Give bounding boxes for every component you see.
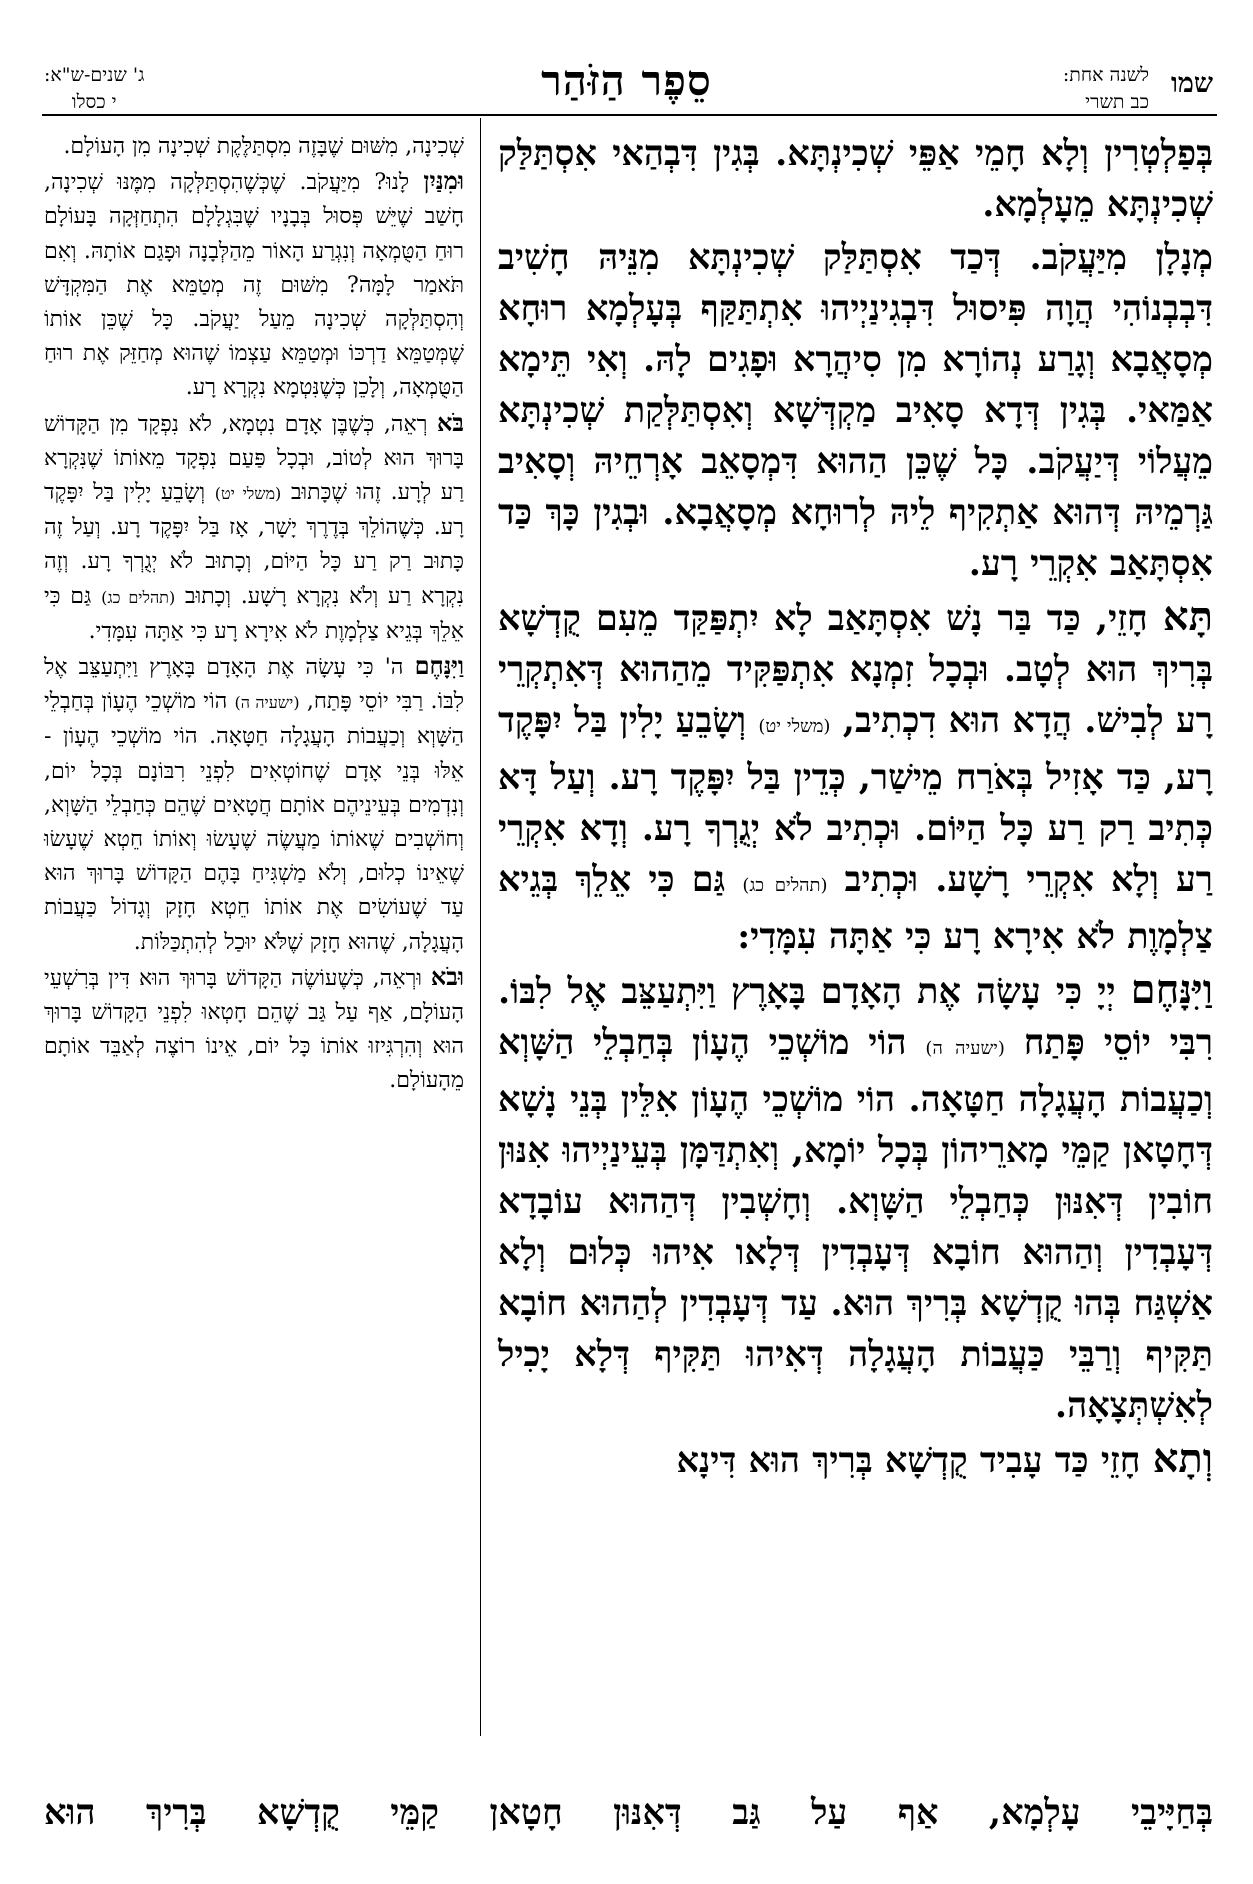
main-paragraph-2: מְנָלָן מִיַּעֲקֹב. דְּכַד אִסְתַּלַּק שְׁכִינְתָּא מִנֵּיהּ חָשִׁיב דִּבְבְנוֹהִי הֲוָה פִּיסוּל דִּבְגִינַיְיהוּ אִתְתַּקַּף בְּעָלְמָא רוּחָא מְסָאֲבָא וְגָרַע נְהוֹרָא מִן סִיהֲרָא וּפָגִים לָהּ. וְאִי תֵּימָא אַמַּאי. בְּגִין דְּדָא סָאִיב מַקְדְּשָׁא וְאִסְתַּלְּקַת שְׁכִינְתָּא מֵעֲלוֹי דְּיַעֲקֹב. כָּל שֶׁכֵּן הַהוּא דִּמְסָאֵב אָרְחֵיהּ וְסָאִיב גַּרְמֵיהּ דְּהוּא אַתְקִיף לֵיהּ לְרוּחָא מְסָאֲבָא. וּבְגִין כָּךְ כַּד אִסְתָּאַב אִקְרֵי רָע. [498,237,1213,584]
side-paragraph-3 [44,406,464,649]
parasha-name: שמו [1170,68,1213,99]
main-paragraph-3 [498,591,1213,962]
side-paragraph-2-text: לָנוּ? מִיַּעֲקֹב. שֶׁכְּשֶׁהִסְתַּלְּקָה מִמֶּנּוּ שְׁכִינָה, חָשַׁב שֶׁיֵּשׁ פְּסוּל בְּבָנָיו שֶׁבִּגְלָלָם הִתְחַזְּקָה בָּעוֹלָם רוּחַ הַטֻּמְאָה וְנִגְרַע הָאוֹר מֵהַלְּבָנָה וּפָגַם אוֹתָהּ. וְאִם תֹּאמַר לָמָּה? מִשּׁוּם זֶה מְטַמֵּא אֶת הַמִּקְדָּשׁ וְהִסְתַּלְּקָה שְׁכִינָה מֵעַל יַעֲקֹב. כָּל שֶׁכֵּן אוֹתוֹ שֶׁמְּטַמֵּא דַרְכּוֹ וּמְטַמֵּא עַצְמוֹ שֶׁהוּא מְחַזֵּק אֶת רוּחַ הַטֻּמְאָה, וְלָכֵן כְּשֶׁנִּטְמָא נִקְרָא רָע. [44,170,464,401]
source-reference: (תהלים כג) [101,587,176,607]
side-paragraph-4-text-b: הוֹי מוֹשְׁכֵי הֶעָוֹן בְּחַבְלֵי הַשָּׁוְא וְכַעֲבוֹת הָעֲגָלָה חַטָּאָה. הוֹי מוֹשְׁכֵי הֶעָוֹן - אֵלּוּ בְּנֵי אָדָם שֶׁחוֹטְאִים לִפְנֵי רִבּוֹנָם בְּכָל יוֹם, וְנִדְמִים בְּעֵינֵיהֶם אוֹתָם חֲטָאִים שֶׁהֵם כְּחַבְלֵי הַשָּׁוְא, וְחוֹשְׁבִים שֶׁאוֹתוֹ מַעֲשֶׂה שֶׁעָשׂוּ וְאוֹתוֹ חֵטְא שֶׁעָשׂוּ שֶׁאֵינוֹ כְלוּם, וְלֹא מַשְׁגִּיחַ בָּהֶם הַקָּדוֹשׁ בָּרוּךְ הוּא עַד שֶׁעוֹשִׂים אֶת אוֹתוֹ חֵטְא חָזָק וְגָדוֹל כַּעֲבוֹת הָעֲגָלָה, שֶׁהוּא חָזָק שֶׁלֹּא יוּכַל לְהִתְכַּלּוֹת. [44,689,464,955]
three-year-line-1: ג' שנים-ש"א: [44,64,145,86]
main-paragraph-4 [498,964,1213,1431]
side-paragraph-4-text-a: ה' כִּי עָשָׂה אֶת הָאָדָם בָּאָרֶץ וַיִּתְעַצֵּב אֶל לִבּוֹ. רַבִּי יוֹסֵי פָּתַח, [44,655,464,715]
paragraph-lead-word: וַיִּנָּחֶם [1130,966,1213,1013]
paragraph-lead-word: וְתָא [1152,1435,1213,1482]
paragraph-lead-word: בֹּא [437,407,464,437]
aramaic-text-column [498,128,1213,1486]
side-paragraph-2 [44,164,464,405]
side-paragraph-5-text: וּרְאֵה, כְּשֶׁעוֹשֶׂה הַקָּדוֹשׁ בָּרוּךְ הוּא דִּין בְּרִשְׁעֵי הָעוֹלָם, אַף עַל גַּב שֶׁהֵם חָטְאוּ לִפְנֵי הַקָּדוֹשׁ בָּרוּךְ הוּא וְהִרְגִּיזוּ אוֹתוֹ כָּל יוֹם, אֵינוֹ רוֹצֶה לְאַבֵּד אוֹתָם מֵהָעוֹלָם. [44,965,464,1094]
side-paragraph-5 [44,960,464,1099]
main-paragraph-5 [498,1433,1213,1486]
book-title: סֵפֶר הַזֹּהַר [541,56,712,105]
hebrew-translation-column [44,130,464,1099]
paragraph-lead-word: וּבֹא [430,961,464,991]
main-paragraph-3-text-b: וְשָׂבֵעַ יָלִין בַּל יִפָּקֶד רָע, כַּד אָזִיל בְּאֹרַח מֵישַׁר, כְּדֵין בַּל יִפָּקֶד רָע. וְעַל דָּא כְּתִיב רַק רַע כָּל הַיּוֹם. וּכְתִיב לֹא יְגֻרְךָ רָע. וְדָא אִקְרֵי רַע וְלָא אִקְרֵי רָשָׁע. וּכְתִיב [498,700,1213,900]
main-paragraph-1: בְּפַלְטְרִין וְלָא חָמֵי אַפֵּי שְׁכִינְתָּא. בְּגִין דִּבְהַאי אִסְתַּלַּק שְׁכִינְתָּא מֵעָלְמָא. [498,133,1213,225]
side-paragraph-4 [44,649,464,960]
header-divider [42,114,1217,116]
side-paragraph-3-text-c: גַּם כִּי אֵלֵךְ בְּגֵיא צַלְמָוֶת לֹא אִירָא רָע כִּי אַתָּה עִמָּדִי. [44,583,464,644]
source-reference: (משלי יט) [758,716,831,737]
side-paragraph-3-text-b: וְשָׂבֵעַ יָלִין בַּל יִפָּקֶד רָע. כְּשֶׁהוֹלֵךְ בְּדֶרֶךְ יָשָׁר, אָז בַּל יִפָּקֶד רָע. וְעַל זֶה כָּתוּב רַק רַע כָּל הַיּוֹם, וְכָתוּב לֹא יְגֻרְךָ רָע. וְזֶה נִקְרָא רַע וְלֹא נִקְרָא רָשָׁע. וְכָתוּב [44,480,465,609]
main-paragraph-5-text: חָזֵי כַּד עָבִיד קֻדְשָׁא בְּרִיךְ הוּא דִּינָא [676,1440,1153,1481]
paragraph-lead-word: וּמִנַּיִן [423,166,464,196]
daily-study-line-1: לשנה אחת: [1062,64,1149,86]
full-width-bottom-line: בְּחַיָּיבֵי עָלְמָא, אַף עַל גַּב דְּאִנּוּן חָטָאן קַמֵּי קֻדְשָׁא בְּרִיךְ הוּא [44,1792,1213,1833]
side-paragraph-1: שְׁכִינָה, מִשּׁוּם שֶׁבָּזֶה מִסְתַּלֶּקֶת שְׁכִינָה מִן הָעוֹלָם. [63,134,464,159]
source-reference: (משלי יט) [214,484,282,504]
main-paragraph-3-text-a: חָזֵי, כַּד בַּר נָשׁ אִסְתָּאַב לָא יִתְפַּקַּד מֵעִם קֻדְשָׁא בְּרִיךְ הוּא לְטָב. וּבְכָל זִמְנָא אִתְפַּקִּיד מֵהַהוּא דְּאִתְקְרֵי רָע לְבִישׁ. הֲדָא הוּא דִכְתִיב, [498,598,1213,741]
source-reference: (תהלים כג) [742,875,828,896]
source-reference: (ישעיה ה) [925,1038,1005,1059]
side-paragraph-3-text-a: רְאֵה, כְּשֶׁבֶּן אָדָם נִטְמָא, לֹא נִפְקָד מִן הַקָּדוֹשׁ בָּרוּךְ הוּא לְטוֹב, וּבְכָל פַּעַם נִפְקָד מֵאוֹתוֹ שֶׁנִּקְרָא רַע לְרָע. זֶהוּ שֶׁכָּתוּב [44,411,465,506]
main-paragraph-4-text-a: יְיָ כִּי עָשָׂה אֶת הָאָדָם בָּאָרֶץ וַיִּתְעַצֵּב אֶל לִבּוֹ. רִבִּי יוֹסֵי פָּתַח [498,971,1214,1063]
daily-study-line-2: כב תשרי [1085,91,1149,113]
three-year-schedule [44,62,144,116]
source-reference: (ישעיה ה) [234,693,300,713]
paragraph-lead-word: תָּא [1162,593,1213,640]
column-divider [480,118,481,1736]
three-year-line-2: י כסלו [71,91,117,113]
paragraph-lead-word: וַיִּנָּחֶם [414,651,464,681]
main-paragraph-3-text-c: גַּם כִּי אֵלֵךְ בְּגֵיא צַלְמָוֶת לֹא אִירָא רָע כִּי אַתָּה עִמָּדִי: [498,859,1213,957]
main-paragraph-4-text-b: הוֹי מוֹשְׁכֵי הֶעָוֹן בְּחַבְלֵי הַשָּׁוְא וְכַעֲבוֹת הָעֲגָלָה חַטָּאָה. הוֹי מוֹשְׁכֵי הֶעָוֹן אִלֵּין בְּנֵי נָשָׁא דְּחָטָאן קַמֵּי מָארֵיהוֹן בְּכָל יוֹמָא, וְאִתְדַּמָּן בְּעֵינַיְיהוּ אִנּוּן חוֹבִין דְּאִנּוּן כְּחַבְלֵי הַשָּׁוְא. וְחָשְׁבִין דְּהַהוּא עוֹבָדָא דְּעָבְדִין וְהַהוּא חוֹבָא דְּעָבְדִין דְּלָאו אִיהוּ כְּלוּם וְלָא אַשְׁגַּח בְּהוּ קֻדְשָׁא בְּרִיךְ הוּא. עַד דְּעָבְדִין לְהַהוּא חוֹבָא תַּקִּיף וְרַבֵּי כַּעֲבוֹת הָעֲגָלָה דְּאִיהוּ תַּקִּיף דְּלָא יָכִיל לְאִשְׁתְּצָאָה. [498,1022,1213,1426]
